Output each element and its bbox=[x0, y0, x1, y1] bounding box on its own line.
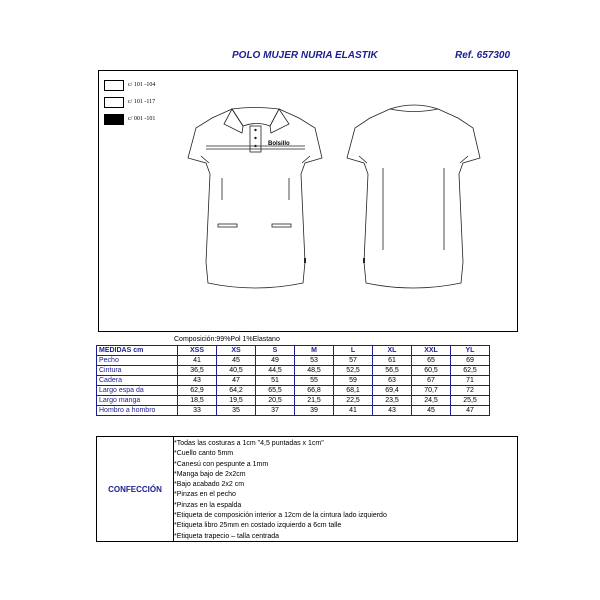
table-cell: 44,5 bbox=[256, 366, 295, 376]
table-cell: 23,5 bbox=[373, 396, 412, 406]
table-cell: 25,5 bbox=[451, 396, 490, 406]
table-cell: 63 bbox=[373, 376, 412, 386]
table-cell: 49 bbox=[256, 356, 295, 366]
table-cell: 24,5 bbox=[412, 396, 451, 406]
table-cell: 45 bbox=[412, 406, 451, 416]
table-cell: 64,2 bbox=[217, 386, 256, 396]
table-row bbox=[97, 406, 490, 416]
confeccion-note: *Canesú con pespunte a 1mm bbox=[174, 460, 269, 468]
confeccion-note: *Cuello canto 5mm bbox=[174, 450, 234, 458]
table-cell: 66,8 bbox=[295, 386, 334, 396]
pocket-label: Bolsillo bbox=[268, 141, 290, 147]
confeccion-note: *Bajo acabado 2x2 cm bbox=[174, 481, 245, 489]
confeccion-note: *Pinzas en el pecho bbox=[174, 491, 236, 499]
measurements-table bbox=[96, 345, 490, 416]
table-cell: 56,5 bbox=[373, 366, 412, 376]
doc-title: POLO MUJER NURIA ELASTIK bbox=[232, 50, 378, 61]
table-cell: 65 bbox=[412, 356, 451, 366]
size-header: L bbox=[334, 346, 373, 356]
table-cell: 55 bbox=[295, 376, 334, 386]
swatch-label: c/ 001 -101 bbox=[128, 116, 156, 122]
table-cell: 39 bbox=[295, 406, 334, 416]
table-cell: 71 bbox=[451, 376, 490, 386]
composition-text: Composición:99%Pol 1%Elastano bbox=[174, 336, 280, 343]
table-cell: 20,5 bbox=[256, 396, 295, 406]
table-row bbox=[97, 396, 490, 406]
table-cell: 53 bbox=[295, 356, 334, 366]
table-cell: 22,5 bbox=[334, 396, 373, 406]
table-cell: 59 bbox=[334, 376, 373, 386]
table-cell: 43 bbox=[373, 406, 412, 416]
row-label: Cadera bbox=[97, 376, 178, 386]
table-cell: 62,9 bbox=[178, 386, 217, 396]
confeccion-note: *Pinzas en la espalda bbox=[174, 501, 242, 509]
table-cell: 37 bbox=[256, 406, 295, 416]
size-header: S bbox=[256, 346, 295, 356]
table-cell: 67 bbox=[412, 376, 451, 386]
table-cell: 70,7 bbox=[412, 386, 451, 396]
table-cell: 47 bbox=[451, 406, 490, 416]
table-cell: 35 bbox=[217, 406, 256, 416]
table-cell: 40,5 bbox=[217, 366, 256, 376]
confeccion-notes bbox=[174, 439, 387, 542]
row-label: Largo espa da bbox=[97, 386, 178, 396]
table-cell: 41 bbox=[334, 406, 373, 416]
size-header: XSS bbox=[178, 346, 217, 356]
confeccion-note: *Etiqueta trapecio – talla centrada bbox=[174, 532, 280, 540]
size-header: XS bbox=[217, 346, 256, 356]
row-label: Pecho bbox=[97, 356, 178, 366]
table-cell: 69,4 bbox=[373, 386, 412, 396]
table-cell: 45 bbox=[217, 356, 256, 366]
swatch-label: c/ 101 -104 bbox=[128, 82, 156, 88]
size-header: XXL bbox=[412, 346, 451, 356]
table-cell: 43 bbox=[178, 376, 217, 386]
table-cell: 41 bbox=[178, 356, 217, 366]
table-cell: 21,5 bbox=[295, 396, 334, 406]
confeccion-box bbox=[96, 436, 518, 542]
confeccion-note: *Todas las costuras a 1cm "4,5 puntadas x 1cm" bbox=[174, 440, 324, 447]
confeccion-note: *Etiqueta libro 25mm en costado izquierdo a 6cm talle bbox=[174, 522, 342, 530]
table-cell: 51 bbox=[256, 376, 295, 386]
swatch-label: c/ 101 -117 bbox=[128, 99, 156, 105]
size-header: YL bbox=[451, 346, 490, 356]
doc-reference: Ref. 657300 bbox=[455, 50, 511, 61]
table-row bbox=[97, 366, 490, 376]
table-cell: 69 bbox=[451, 356, 490, 366]
table-cell: 57 bbox=[334, 356, 373, 366]
table-cell: 36,5 bbox=[178, 366, 217, 376]
table-cell: 19,5 bbox=[217, 396, 256, 406]
table-cell: 61 bbox=[373, 356, 412, 366]
size-header: XL bbox=[373, 346, 412, 356]
confeccion-label: CONFECCIÓN bbox=[97, 437, 174, 541]
table-cell: 33 bbox=[178, 406, 217, 416]
size-header: M bbox=[295, 346, 334, 356]
row-label: Hombro a hombro bbox=[97, 406, 178, 416]
table-row bbox=[97, 386, 490, 396]
row-label: Largo manga bbox=[97, 396, 178, 406]
table-cell: 68,1 bbox=[334, 386, 373, 396]
table-cell: 72 bbox=[451, 386, 490, 396]
row-label: Cintura bbox=[97, 366, 178, 376]
table-header-label: MEDIDAS cm bbox=[97, 346, 178, 356]
table-cell: 18,5 bbox=[178, 396, 217, 406]
table-row bbox=[97, 356, 490, 366]
table-row bbox=[97, 376, 490, 386]
confeccion-note: *Etiqueta de composición interior a 12cm de la cintura lado izquierdo bbox=[174, 512, 387, 520]
confeccion-note: *Manga bajo de 2x2cm bbox=[174, 470, 246, 478]
table-cell: 65,5 bbox=[256, 386, 295, 396]
table-header-row bbox=[97, 346, 490, 356]
table-cell: 48,5 bbox=[295, 366, 334, 376]
table-cell: 47 bbox=[217, 376, 256, 386]
table-cell: 52,5 bbox=[334, 366, 373, 376]
table-cell: 62,5 bbox=[451, 366, 490, 376]
table-cell: 60,5 bbox=[412, 366, 451, 376]
